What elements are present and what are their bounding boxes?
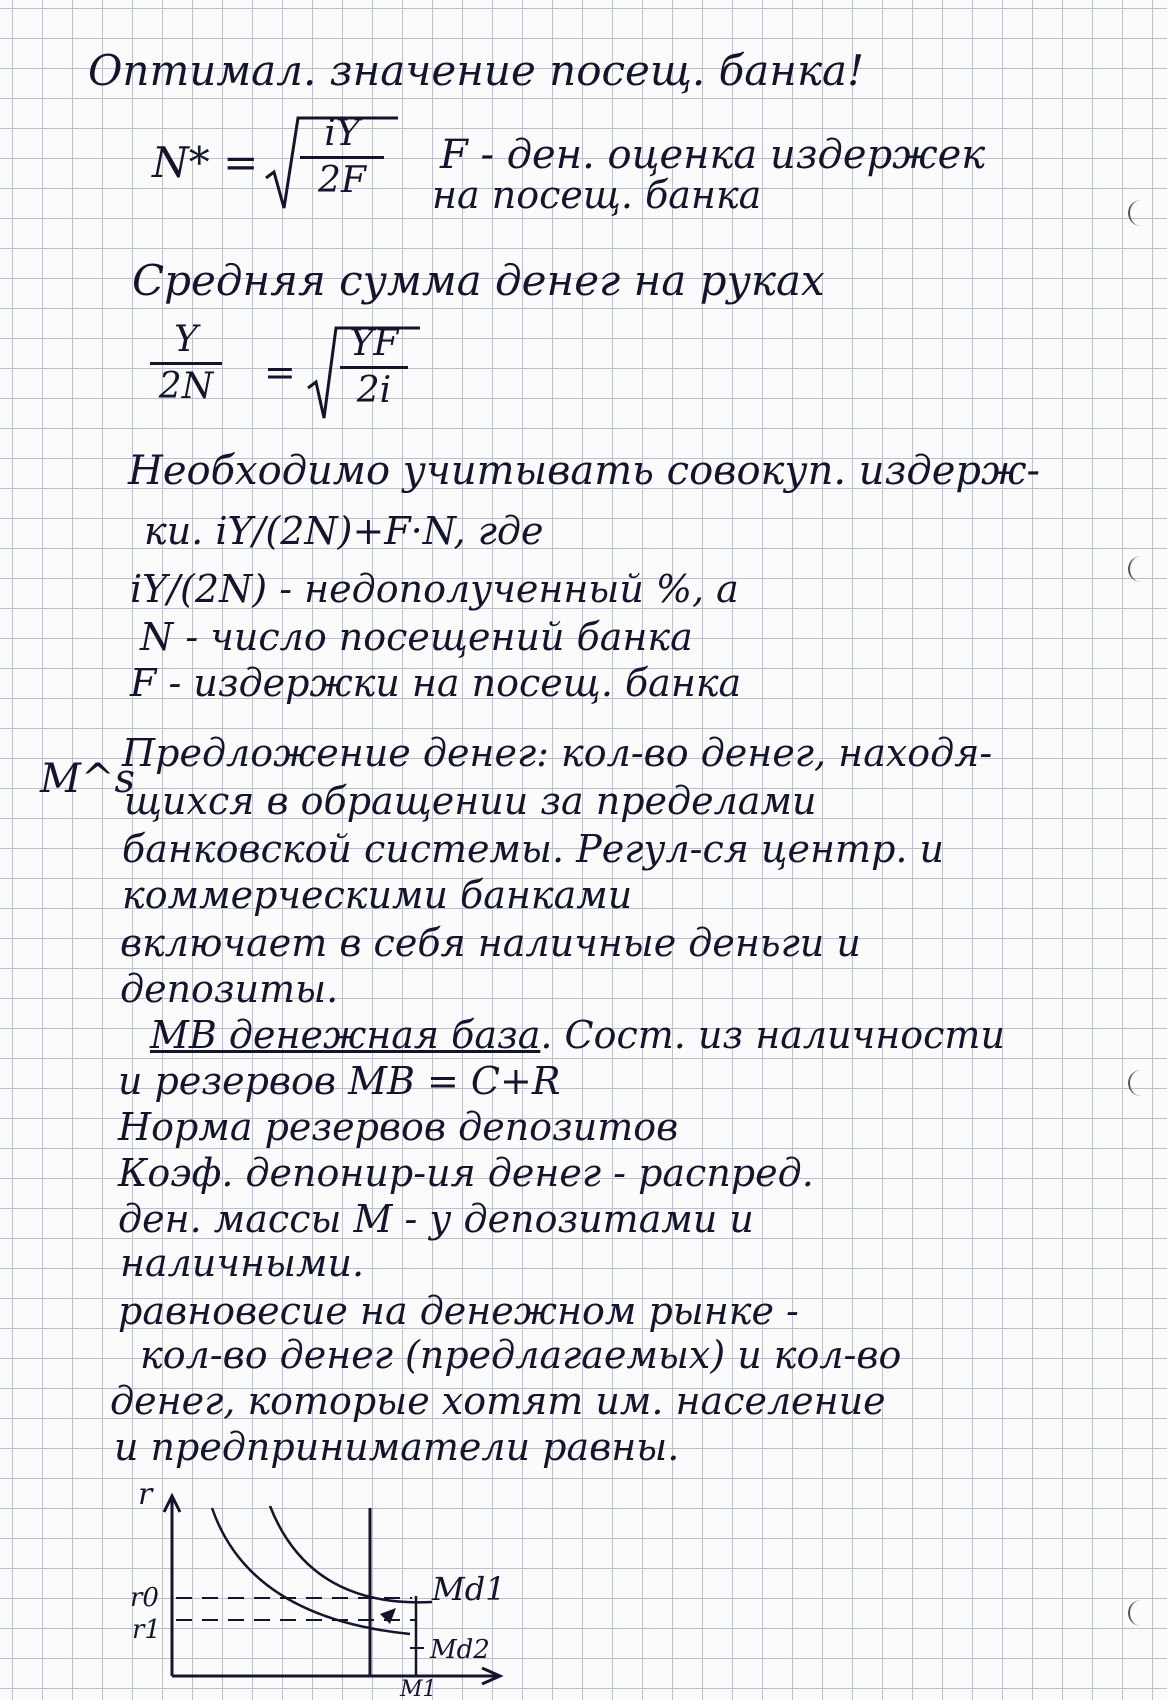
fraction-bar (300, 156, 384, 159)
fraction-numerator: Y (174, 319, 198, 360)
text-span: . Сост. из наличности (540, 1013, 1005, 1057)
y-axis-label: r (138, 1478, 153, 1512)
binder-hole-mark (1128, 556, 1144, 582)
md1-label: Md1 (432, 1570, 506, 1608)
equals-sign: = (264, 350, 296, 394)
binder-hole-mark (1128, 200, 1144, 226)
text-line: и предприниматели равны. (114, 1425, 680, 1469)
definition-f: F - ден. оценка издержек (440, 132, 986, 178)
fraction-denominator: 2i (356, 370, 392, 411)
fraction-numerator: YF (349, 323, 399, 364)
money-market-graph (120, 1478, 560, 1698)
intersection-mark (380, 1608, 396, 1624)
underlined-term: MB денежная база (150, 1013, 541, 1057)
text-line: F - издержки на посещ. банка (130, 661, 742, 705)
definition-f-cont: на посещ. банка (432, 173, 762, 217)
margin-note-ms: M^s (40, 756, 135, 802)
text-line: Норма резервов депозитов (118, 1105, 679, 1149)
text-line: Предложение денег: кол-во денег, находя- (122, 731, 993, 775)
r1-label: r1 (132, 1615, 161, 1645)
text-line (150, 1012, 1005, 1058)
formula-n-star-label: N* = (152, 138, 259, 187)
md2-demand-curve (212, 1508, 410, 1634)
text-line: кол-во денег (предлагаемых) и кол-во (140, 1333, 902, 1377)
fraction-iy-2f (300, 114, 384, 201)
text-line: коммерческими банками (122, 873, 633, 917)
r0-label: r0 (130, 1583, 159, 1613)
text-line: и резервов MB = C+R (118, 1059, 561, 1103)
md2-label: Md2 (430, 1635, 490, 1665)
fraction-y-2n (150, 320, 222, 407)
fraction-denominator: 2N (158, 366, 214, 407)
heading-optimal-visits: Оптимал. значение посещ. банка! (88, 46, 864, 95)
text-line: щихся в обращении за пределами (124, 779, 817, 823)
text-line: ки. iY/(2N)+F·N, где (144, 509, 544, 553)
text-line: депозиты. (120, 967, 339, 1011)
fraction-yf-2i (340, 324, 408, 411)
text-line: равновесие на денежном рынке - (118, 1289, 799, 1333)
text-line: включает в себя наличные деньги и (120, 921, 861, 965)
heading-average-cash: Средняя сумма денег на руках (132, 256, 825, 305)
fraction-denominator: 2F (318, 160, 366, 201)
m1-label: M1 (400, 1677, 437, 1698)
fraction-numerator: iY (324, 113, 360, 154)
text-line: Коэф. депонир-ия денег - распред. (118, 1151, 814, 1195)
text-line: наличными. (120, 1241, 365, 1285)
text-line: денег, которые хотят им. население (110, 1379, 886, 1423)
text-line: банковской системы. Регул-ся центр. и (122, 827, 945, 871)
fraction-bar (150, 362, 222, 365)
binder-hole-mark (1128, 1070, 1144, 1096)
binder-hole-mark (1128, 1600, 1144, 1626)
text-line: Необходимо учитывать совокуп. издерж- (128, 448, 1040, 494)
fraction-bar (340, 366, 408, 369)
text-line: ден. массы M - у депозитами и (118, 1197, 754, 1241)
text-line: iY/(2N) - недополученный %, а (130, 567, 739, 611)
md1-demand-curve (270, 1506, 432, 1602)
text-line: N - число посещений банка (140, 615, 693, 659)
